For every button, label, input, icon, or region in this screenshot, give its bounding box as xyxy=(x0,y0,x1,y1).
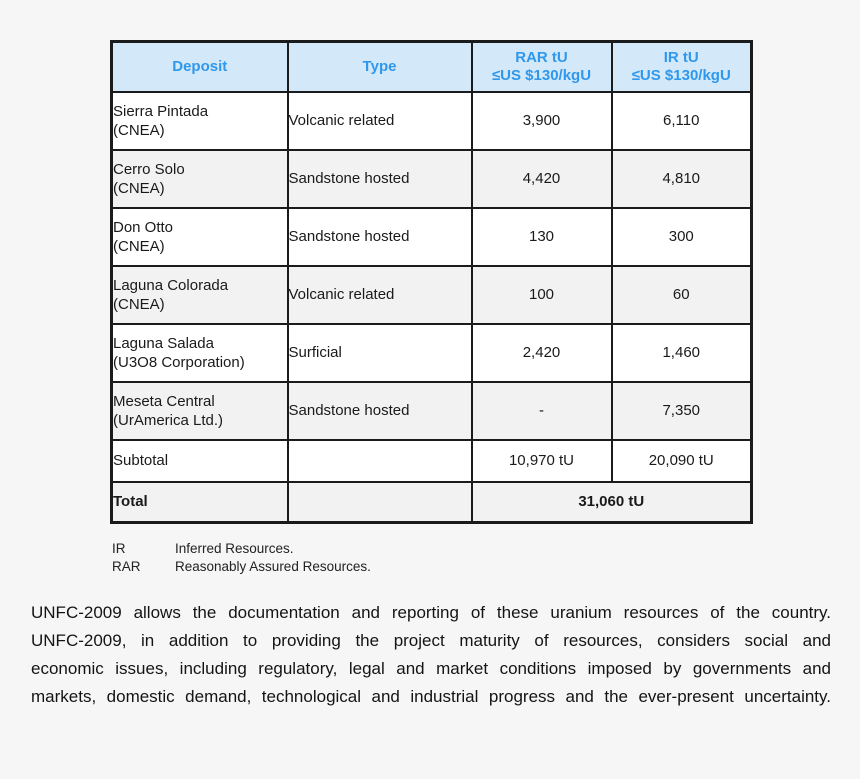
table-row xyxy=(112,208,752,266)
paragraph-line: economic issues, including regulatory, legal and market conditions imposed by governments and xyxy=(31,659,831,678)
table-header xyxy=(112,42,752,92)
subtotal-rar-cell: 10,970 tU xyxy=(472,440,612,482)
type-cell: Sandstone hosted xyxy=(288,208,472,266)
deposit-name: Cerro Solo xyxy=(113,160,185,178)
deposit-name: Laguna Salada xyxy=(113,334,214,352)
rar-cell: 3,900 xyxy=(472,92,612,150)
deposit-owner: (CNEA) xyxy=(113,121,165,139)
column-header-rar xyxy=(472,42,612,92)
ir-cell: 60 xyxy=(612,266,752,324)
ir-cell: 300 xyxy=(612,208,752,266)
ir-cell: 4,810 xyxy=(612,150,752,208)
table-row xyxy=(112,324,752,382)
uranium-resources-table xyxy=(110,40,753,524)
deposit-owner: (U3O8 Corporation) xyxy=(113,353,245,371)
paragraph-line: markets, domestic demand, technological and industrial progress and the ever-present uncertainty. xyxy=(31,687,831,706)
footnote-rar xyxy=(112,558,371,576)
total-label-cell: Total xyxy=(112,482,288,523)
column-header-type xyxy=(288,42,472,92)
header-row xyxy=(112,42,752,92)
deposit-name: Sierra Pintada xyxy=(113,102,209,120)
deposit-owner: (CNEA) xyxy=(113,179,165,197)
footnote-abbr: RAR xyxy=(112,559,141,574)
subtotal-row xyxy=(112,440,752,482)
deposit-name: Don Otto xyxy=(113,218,174,236)
rar-cell: - xyxy=(472,382,612,440)
column-header-label-line1: RAR tU xyxy=(515,48,568,66)
deposit-cell xyxy=(112,150,288,208)
column-header-label-line2: ≤US $130/kgU xyxy=(491,66,592,84)
uranium-resources-table-container xyxy=(110,40,753,524)
column-header-deposit xyxy=(112,42,288,92)
deposit-cell xyxy=(112,92,288,150)
rar-cell: 100 xyxy=(472,266,612,324)
rar-cell: 4,420 xyxy=(472,150,612,208)
deposit-name: Meseta Central xyxy=(113,392,215,410)
paragraph-line: UNFC-2009, in addition to providing the project maturity of resources, considers social and xyxy=(31,631,831,650)
summary-rows xyxy=(112,440,752,523)
deposit-rows xyxy=(112,92,752,440)
type-cell: Volcanic related xyxy=(288,266,472,324)
table-row xyxy=(112,382,752,440)
deposit-owner: (CNEA) xyxy=(113,237,165,255)
subtotal-ir-cell: 20,090 tU xyxy=(612,440,752,482)
rar-cell: 2,420 xyxy=(472,324,612,382)
table-row xyxy=(112,92,752,150)
unfc-paragraph xyxy=(31,599,831,711)
deposit-cell xyxy=(112,266,288,324)
footnote-definition: Inferred Resources. xyxy=(175,541,294,556)
column-header-label-line1: IR tU xyxy=(663,48,699,66)
deposit-owner: (UrAmerica Ltd.) xyxy=(113,411,224,429)
deposit-name: Laguna Colorada xyxy=(113,276,229,294)
footnote-definition: Reasonably Assured Resources. xyxy=(175,559,371,574)
column-header-label-line2: ≤US $130/kgU xyxy=(631,66,731,84)
total-type-cell xyxy=(288,482,472,523)
total-row xyxy=(112,482,752,523)
deposit-cell xyxy=(112,324,288,382)
column-header-label: Deposit xyxy=(172,57,228,75)
type-cell: Sandstone hosted xyxy=(288,150,472,208)
table-row xyxy=(112,266,752,324)
paragraph-line: UNFC-2009 allows the documentation and reporting of these uranium resources of the country. xyxy=(31,603,831,622)
subtotal-label-cell: Subtotal xyxy=(112,440,288,482)
ir-cell: 1,460 xyxy=(612,324,752,382)
footnote-ir xyxy=(112,540,371,558)
ir-cell: 7,350 xyxy=(612,382,752,440)
column-header-label: Type xyxy=(362,57,397,75)
type-cell: Surficial xyxy=(288,324,472,382)
table-row xyxy=(112,150,752,208)
table-footnotes xyxy=(112,540,371,576)
column-header-ir xyxy=(612,42,752,92)
rar-cell: 130 xyxy=(472,208,612,266)
footnote-abbr: IR xyxy=(112,541,126,556)
deposit-cell xyxy=(112,208,288,266)
type-cell: Sandstone hosted xyxy=(288,382,472,440)
type-cell: Volcanic related xyxy=(288,92,472,150)
ir-cell: 6,110 xyxy=(612,92,752,150)
deposit-owner: (CNEA) xyxy=(113,295,165,313)
deposit-cell xyxy=(112,382,288,440)
total-value-cell: 31,060 tU xyxy=(472,482,752,523)
subtotal-type-cell xyxy=(288,440,472,482)
